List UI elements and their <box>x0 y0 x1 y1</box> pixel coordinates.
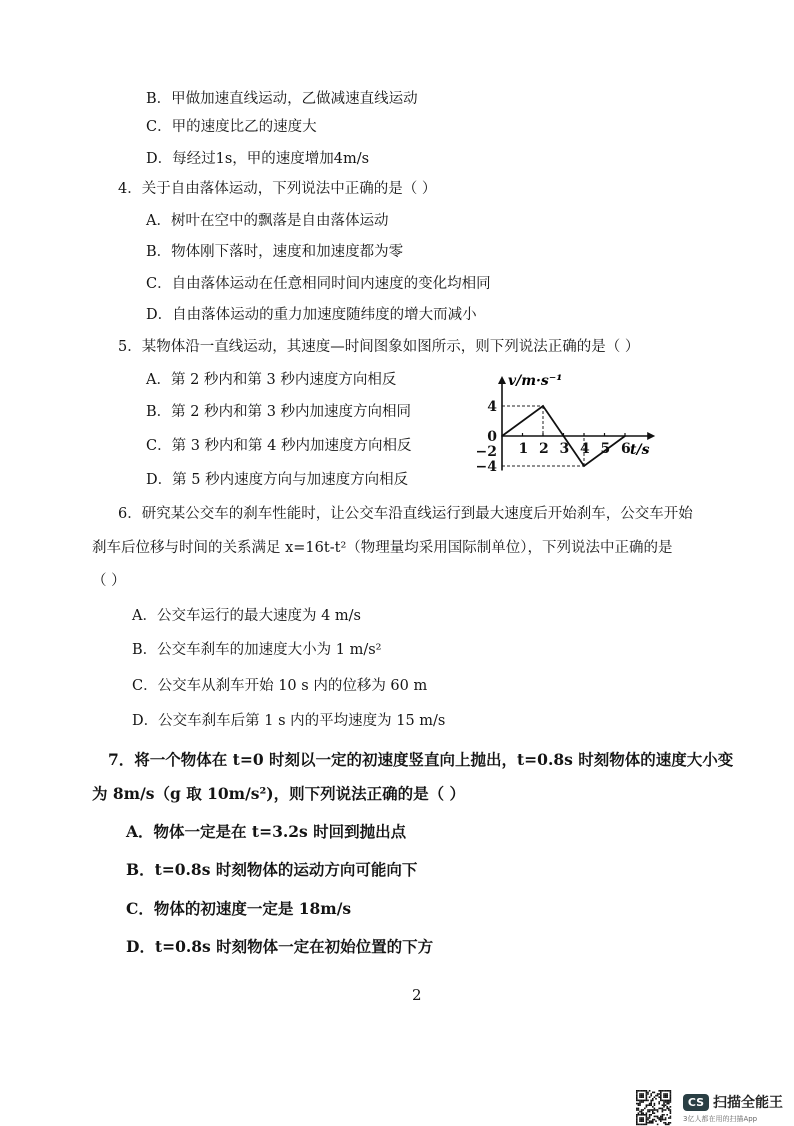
chart-x-tick-label-3: 3 <box>559 441 570 457</box>
q7-stem-line-2: 为 8m/s（g 取 10m/s²)，则下列说法正确的是（ ） <box>92 784 465 803</box>
chart-x-axis-label: t/s <box>630 442 650 458</box>
q7-stem-line-1: 7．将一个物体在 t=0 时刻以一定的初速度竖直向上抛出，t=0.8s 时刻物体的速度大小变 <box>108 750 734 769</box>
chart-y-tick-label-1: 0 <box>487 429 497 445</box>
q4-option-b: B．物体刚下落时，速度和加速度都为零 <box>146 244 404 260</box>
q6-stem-line-2: 刹车后位移与时间的关系满足 x=16t-t²（物理量均采用国际制单位），下列说法中正确的是 <box>92 540 673 556</box>
chart-point-3 <box>624 435 626 437</box>
chart-y-tick-label-2: −2 <box>475 444 497 460</box>
cs-logo-badge: CS <box>683 1094 709 1111</box>
q5-option-d: D．第 5 秒内速度方向与加速度方向相反 <box>146 472 409 488</box>
q7-option-b: B．t=0.8s 时刻物体的运动方向可能向下 <box>126 860 418 879</box>
q6-stem-line-3: （ ） <box>92 573 126 589</box>
q3-option-d: D．每经过1s，甲的速度增加4m/s <box>146 151 370 167</box>
q7-option-d: D．t=0.8s 时刻物体一定在初始位置的下方 <box>126 937 434 956</box>
q5-option-b: B．第 2 秒内和第 3 秒内加速度方向相同 <box>146 404 412 420</box>
chart-x-tick-label-4: 4 <box>580 441 590 457</box>
chart-x-tick-label-6: 6 <box>621 441 631 457</box>
q6-stem-line-1: 6．研究某公交车的刹车性能时，让公交车沿直线运行到最大速度后开始刹车，公交车开始 <box>118 506 693 522</box>
q4-option-a: A．树叶在空中的飘落是自由落体运动 <box>146 213 389 229</box>
chart-point-1 <box>542 405 544 407</box>
q3-option-b: B．甲做加速直线运动，乙做减速直线运动 <box>146 91 418 107</box>
q6-option-d: D．公交车刹车后第 1 s 内的平均速度为 15 m/s <box>132 713 446 729</box>
q5-option-c: C．第 3 秒内和第 4 秒内加速度方向相反 <box>146 438 412 454</box>
q6-option-a: A．公交车运行的最大速度为 4 m/s <box>132 608 361 624</box>
q4-option-c: C．自由落体运动在任意相同时间内速度的变化均相同 <box>146 276 491 292</box>
page-number: 2 <box>412 986 422 1004</box>
q6-option-b: B．公交车刹车的加速度大小为 1 m/s² <box>132 642 382 658</box>
qr-code-icon <box>636 1090 676 1126</box>
app-tagline: 3亿人都在用的扫描App <box>683 1115 758 1123</box>
app-name: 扫描全能王 <box>713 1095 783 1111</box>
q3-option-c: C．甲的速度比乙的速度大 <box>146 119 317 135</box>
chart-x-tick-label-5: 5 <box>600 441 611 457</box>
chart-y-axis-arrow <box>498 376 506 384</box>
chart-y-axis-label: v/m·s⁻¹ <box>508 373 563 389</box>
chart-x-axis-arrow <box>647 432 655 440</box>
q6-option-c: C．公交车从刹车开始 10 s 内的位移为 60 m <box>132 678 428 694</box>
velocity-time-chart <box>470 368 670 486</box>
q5-option-a: A．第 2 秒内和第 3 秒内速度方向相反 <box>146 372 397 388</box>
chart-point-0 <box>501 435 503 437</box>
q5-stem: 5．某物体沿一直线运动，其速度—时间图象如图所示，则下列说法正确的是（ ） <box>118 339 640 355</box>
q7-option-c: C．物体的初速度一定是 18m/s <box>126 899 352 918</box>
chart-x-tick-label-2: 2 <box>539 441 549 457</box>
chart-y-tick-label-0: 4 <box>487 399 497 415</box>
q7-option-a: A．物体一定是在 t=3.2s 时回到抛出点 <box>126 822 407 841</box>
chart-x-tick-label-1: 1 <box>518 441 529 457</box>
chart-y-tick-label-3: −4 <box>475 459 497 475</box>
scanner-watermark <box>636 1090 786 1126</box>
q4-option-d: D．自由落体运动的重力加速度随纬度的增大而减小 <box>146 307 477 323</box>
chart-point-2 <box>583 465 585 467</box>
q4-stem: 4．关于自由落体运动，下列说法中正确的是（ ） <box>118 181 437 197</box>
